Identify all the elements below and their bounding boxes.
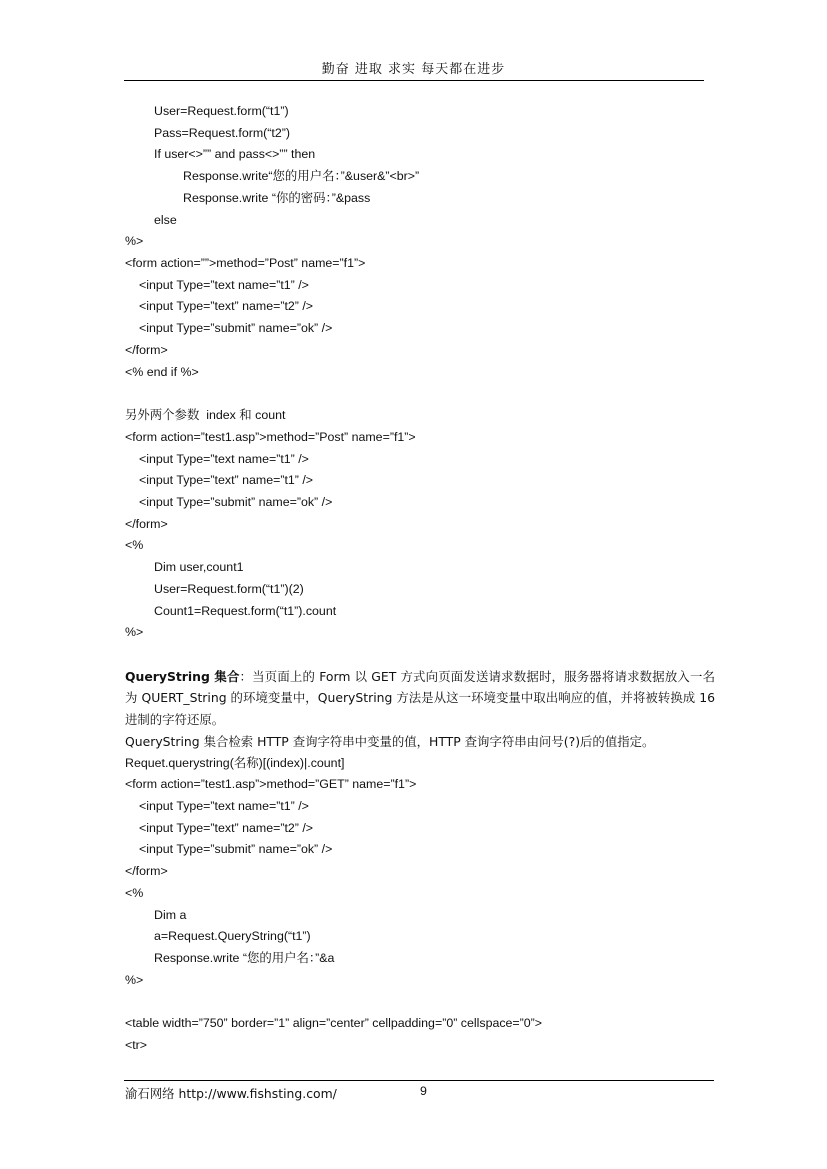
code-line: User=Request.form(“t1”)(2) — [154, 581, 304, 596]
code-line: Response.write“您的用户名：”&user&”<br>” — [183, 169, 420, 184]
code-line: %> — [125, 234, 144, 249]
querystring-description: ：当页面上的 Form 以 GET 方式向页面发送请求数据时，服务器将请求数据放入一名为 QUERT_String 的环境变量中，QueryString 方法是从这一环境变量中取出响应的值，并将被转换成 16 进制的字符还原。 — [125, 668, 716, 728]
code-line: <input Type=”submit” name=”ok” /> — [139, 494, 333, 509]
header-divider — [124, 80, 704, 81]
code-line: %> — [125, 972, 144, 987]
code-line — [125, 991, 715, 1013]
querystring-paragraph — [125, 666, 715, 731]
code-line: a=Request.QueryString(“t1”) — [154, 929, 311, 944]
page-header: 勤奋 进取 求实 每天都在进步 — [321, 62, 506, 77]
code-line: User=Request.form(“t1”) — [154, 104, 289, 118]
code-line: <% end if %> — [125, 364, 199, 379]
code-line: <form action=”test1.asp”>method=”Post” name=”f1”> — [125, 429, 416, 444]
code-block-form-get — [125, 753, 715, 1057]
code-line: <tr> — [125, 1037, 148, 1052]
code-block-form-post — [125, 101, 715, 666]
code-line: <table width=”750” border=”1” align=”center” cellpadding=”0” cellspace=”0”> — [125, 1016, 543, 1031]
code-line: %> — [125, 625, 144, 640]
code-line: <input Type=”submit” name=”ok” /> — [139, 842, 333, 857]
footer-divider — [124, 1080, 714, 1081]
code-line: <form action=”test1.asp”>method=”GET” name=”f1”> — [125, 777, 417, 792]
code-line: Dim user,count1 — [154, 560, 244, 575]
code-line: <input Type=”text name=”t1” /> — [139, 277, 309, 292]
code-line: Requet.querystring(名称)[(index)|.count] — [125, 755, 345, 770]
code-line: <input Type=”text name=”t1” /> — [139, 798, 309, 813]
code-line: <input Type=”submit” name=”ok” /> — [139, 321, 333, 336]
code-line: If user<>”” and pass<>”” then — [154, 147, 316, 162]
querystring-note: QueryString 集合检索 HTTP 查询字符串中变量的值，HTTP 查询字符串由问号(?)后的值指定。 — [125, 733, 655, 749]
code-line: </form> — [125, 864, 168, 879]
code-line: <form action=””>method=”Post” name=”f1”> — [125, 256, 366, 271]
page-content — [125, 101, 715, 1057]
code-line: <input Type=”text” name=”t2” /> — [139, 299, 314, 314]
code-line: Count1=Request.form(“t1”).count — [154, 603, 337, 618]
code-line: <input Type=”text name=”t1” /> — [139, 451, 309, 466]
code-line: Pass=Request.form(“t2”) — [154, 125, 290, 140]
code-line: <input Type=”text” name=”t1” /> — [139, 473, 314, 488]
code-line: <input Type=”text” name=”t2” /> — [139, 820, 314, 835]
code-line — [125, 644, 715, 666]
querystring-term: QueryString 集合 — [125, 668, 240, 684]
code-line: 另外两个参数 index 和 count — [125, 408, 286, 423]
page-number: 9 — [420, 1084, 427, 1098]
footer-site: 渝石网络 http://www.fishsting.com/ — [125, 1086, 337, 1101]
code-line: Response.write “你的密码：”&pass — [183, 190, 371, 205]
code-line: Response.write “您的用户名：”&a — [154, 950, 335, 965]
code-line — [125, 383, 715, 405]
code-line: </form> — [125, 516, 168, 531]
code-line: <% — [125, 538, 144, 553]
code-line: Dim a — [154, 907, 187, 922]
code-line: </form> — [125, 342, 168, 357]
code-line: else — [154, 212, 177, 227]
code-line: <% — [125, 885, 144, 900]
